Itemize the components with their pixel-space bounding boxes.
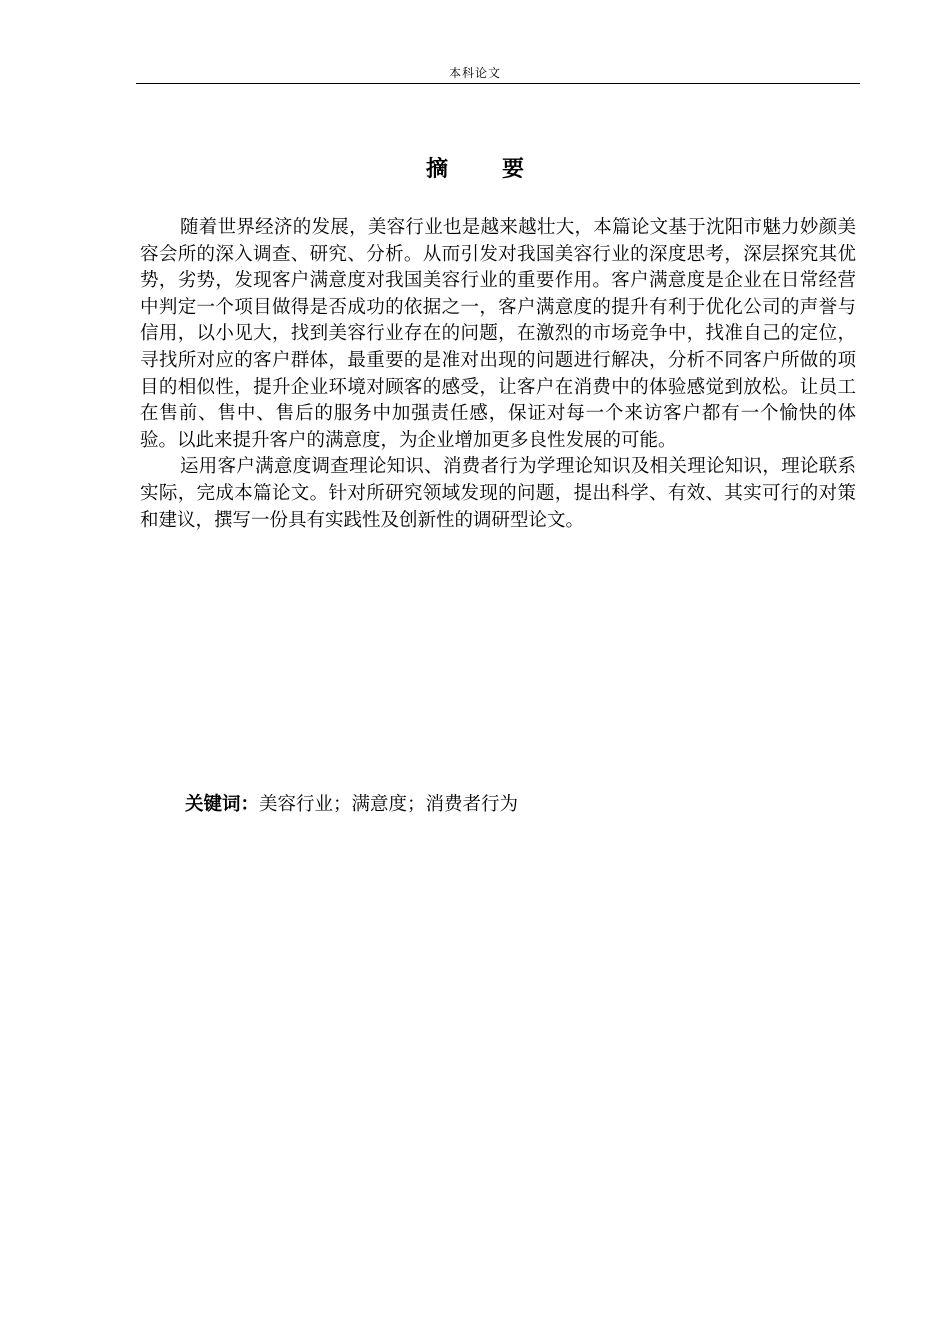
abstract-paragraph-2: 运用客户满意度调查理论知识、消费者行为学理论知识及相关理论知识，理论联系实际，完成本篇论文。针对所研究领域发现的问题，提出科学、有效、其实可行的对策和建议，撰写一份具有实践性及创新性的调研型论文。 xyxy=(140,456,856,531)
keywords-value: 美容行业；满意度；消费者行为 xyxy=(259,794,519,815)
keywords-line xyxy=(185,792,518,818)
abstract-body xyxy=(140,215,856,534)
abstract-paragraph-1: 随着世界经济的发展，美容行业也是越来越壮大，本篇论文基于沈阳市魅力妙颜美容会所的深入调查、研究、分析。从而引发对我国美容行业的深度思考，深层探究其优势，劣势，发现客户满意度对我国美容行业的重要作用。客户满意度是企业在日常经营中判定一个项目做得是否成功的依据之一，客户满意度的提升有利于优化公司的声誉与信用，以小见大，找到美容行业存在的问题，在激烈的市场竞争中，找准自己的定位，寻找所对应的客户群体，最重要的是准对出现的问题进行解决，分析不同客户所做的项目的相似性，提升企业环境对顾客的感受，让客户在消费中的体验感觉到放松。让员工在售前、售中、售后的服务中加强责任感，保证对每一个来访客户都有一个愉快的体验。以此来提升客户的满意度，为企业增加更多良性发展的可能。 xyxy=(140,217,856,451)
abstract-title: 摘要 xyxy=(425,156,578,182)
keywords-label: 关键词： xyxy=(185,794,260,815)
header-divider xyxy=(136,83,860,84)
running-header: 本科论文 xyxy=(448,66,501,80)
